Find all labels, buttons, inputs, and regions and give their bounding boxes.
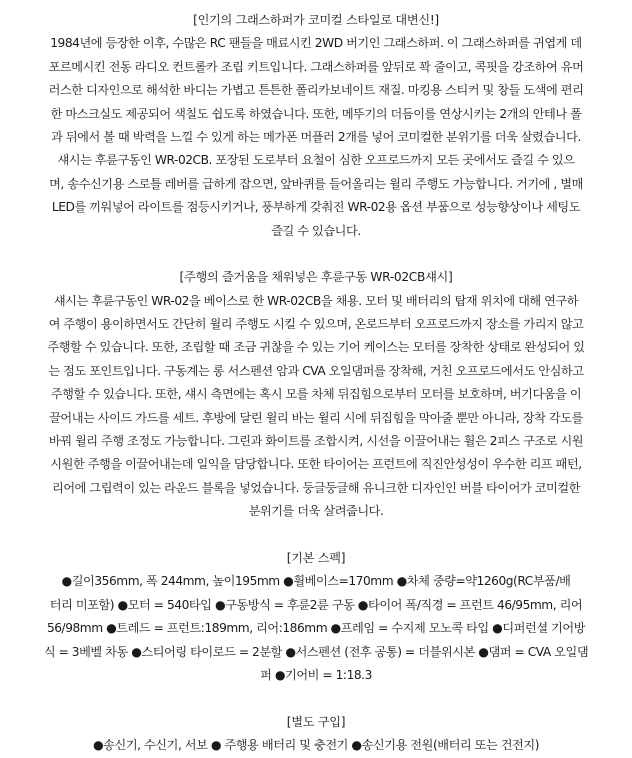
section-heading: [별도 구입]	[286, 714, 346, 729]
spec-line: 식 = 3베벨 차동 ●스티어링 타이로드 = 2분할 ●서스펜션 (전후 공통) = 더블위시본 ●댐퍼 = CVA 오일댐	[43, 644, 589, 659]
paragraph-line: 여 주행이 용이하면서도 간단히 윌리 주행도 시킬 수 있으며, 온로드부터 오프로드까지 장소를 가리지 않고	[48, 317, 584, 332]
paragraph-line: 포르메시킨 전동 라디오 컨트롤카 조립 키트입니다. 그래스하퍼를 앞뒤로 꽉 줄이고, 콕핏을 강조하여 유머	[48, 59, 584, 74]
spec-line: 56/98mm ●트레드 = 프런트:189mm, 리어:186mm ●프레임 = 수지제 모노콕 타입 ●디퍼런셜 기어방	[46, 621, 586, 636]
paragraph-line: 과 뒤에서 볼 때 박력을 느낄 수 있게 하는 메가폰 머플러 2개를 넣어 코미컬한 분위기를 더욱 살렸습니다.	[51, 129, 581, 144]
section-spacer	[0, 524, 632, 547]
section-heading: [기본 스펙]	[286, 550, 346, 565]
section-heading: [인기의 그래스하퍼가 코미컬 스타일로 대변신!]	[193, 13, 439, 27]
paragraph-line: 리어에 그립력이 있는 라운드 블록을 넣었습니다. 둥글둥글해 유니크한 디자인인 버블 타이어가 코미컬한	[52, 480, 580, 495]
paragraph-line: 1984년에 등장한 이후, 수많은 RC 팬들을 매료시킨 2WD 버기인 그래스하퍼. 이 그래스하퍼를 귀엽게 데	[50, 36, 582, 51]
paragraph-line: 며, 송수신기용 스로틀 레버를 급하게 잡으면, 앞바퀴를 들어올리는 윌리 주행도 가능합니다. 거기에 , 별매	[49, 176, 583, 191]
paragraph-line: 끌어내는 사이드 가드를 세트. 후방에 달린 윌리 바는 윌리 시에 뒤집힘을 막아줄 뿐만 아니라, 장착 각도를	[49, 410, 583, 425]
section-intro	[0, 9, 632, 243]
paragraph-line: 시원한 주행을 이끌어내는데 일익을 담당합니다. 또한 타이어는 프런트에 직진안성성이 우수한 리프 패턴,	[50, 457, 582, 472]
section-spacer	[0, 243, 632, 266]
paragraph-line: 한 마스크실도 제공되어 색칠도 쉽도록 하였습니다. 또한, 메뚜기의 더듬이를 연상시키는 2개의 안테나 폴	[50, 106, 582, 121]
spec-line: ●길이356mm, 폭 244mm, 높이195mm ●휠베이스=170mm ●차체 중량=약1260g(RC부품/배	[61, 574, 571, 589]
section-sold-separately	[0, 711, 632, 758]
paragraph-line: 주행할 수 있습니다. 또한, 조립할 때 조금 귀찮을 수 있는 기어 케이스는 모터를 장착한 상태로 완성되어 있	[47, 340, 585, 355]
spec-line: 터리 미포함) ●모터 = 540타입 ●구동방식 = 후륜2륜 구동 ●타이어 폭/직경 = 프런트 46/95mm, 리어	[49, 597, 583, 612]
section-chassis	[0, 266, 632, 523]
paragraph-line: 는 점도 포인트입니다. 구동계는 롱 서스펜션 암과 CVA 오일댐퍼를 장착해, 거친 오프로드에서도 안심하고	[48, 363, 584, 378]
required-items-line: ●송신기, 수신기, 서보 ● 주행용 배터리 및 충전기 ●송신기용 전원(배터리 또는 건전지)	[92, 738, 539, 753]
paragraph-line: LED를 끼워넣어 라이트를 점등시키거나, 풍부하게 갖춰진 WR-02용 옵션 부품으로 성능향상이나 세팅도	[51, 200, 581, 215]
paragraph-line: 섀시는 후륜구동인 WR-02을 베이스로 한 WR-02CB을 채용. 모터 및 배터리의 탑재 위치에 대해 연구하	[53, 293, 579, 308]
section-specs	[0, 547, 632, 687]
paragraph-line: 러스한 디자인으로 해석한 바디는 가볍고 튼튼한 폴리카보네이트 재질. 마킹용 스티커 및 창들 도색에 편리	[48, 83, 584, 98]
section-heading: [주행의 즐거움을 채워넣은 후륜구동 WR-02CB섀시]	[179, 270, 453, 285]
paragraph-line: 주행할 수 있습니다. 또한, 섀시 측면에는 혹시 모를 차체 뒤집힘으로부터 모터를 보호하며, 버기다움을 이	[50, 387, 582, 402]
paragraph-line: 분위기를 더욱 살려줍니다.	[248, 504, 384, 519]
paragraph-line: 즐길 수 있습니다.	[271, 223, 361, 238]
paragraph-line: 섀시는 후륜구동인 WR-02CB. 포장된 도로부터 요철이 심한 오프로드까지 모든 곳에서도 즐길 수 있으	[57, 153, 575, 168]
product-description	[0, 9, 632, 758]
paragraph-line: 바꿔 윌리 주행 조정도 가능합니다. 그린과 화이트를 조합시켜, 시선을 이끌어내는 휠은 2피스 구조로 시원	[48, 434, 584, 449]
section-spacer	[0, 687, 632, 710]
spec-line: 퍼 ●기어비 = 1:18.3	[260, 667, 372, 682]
